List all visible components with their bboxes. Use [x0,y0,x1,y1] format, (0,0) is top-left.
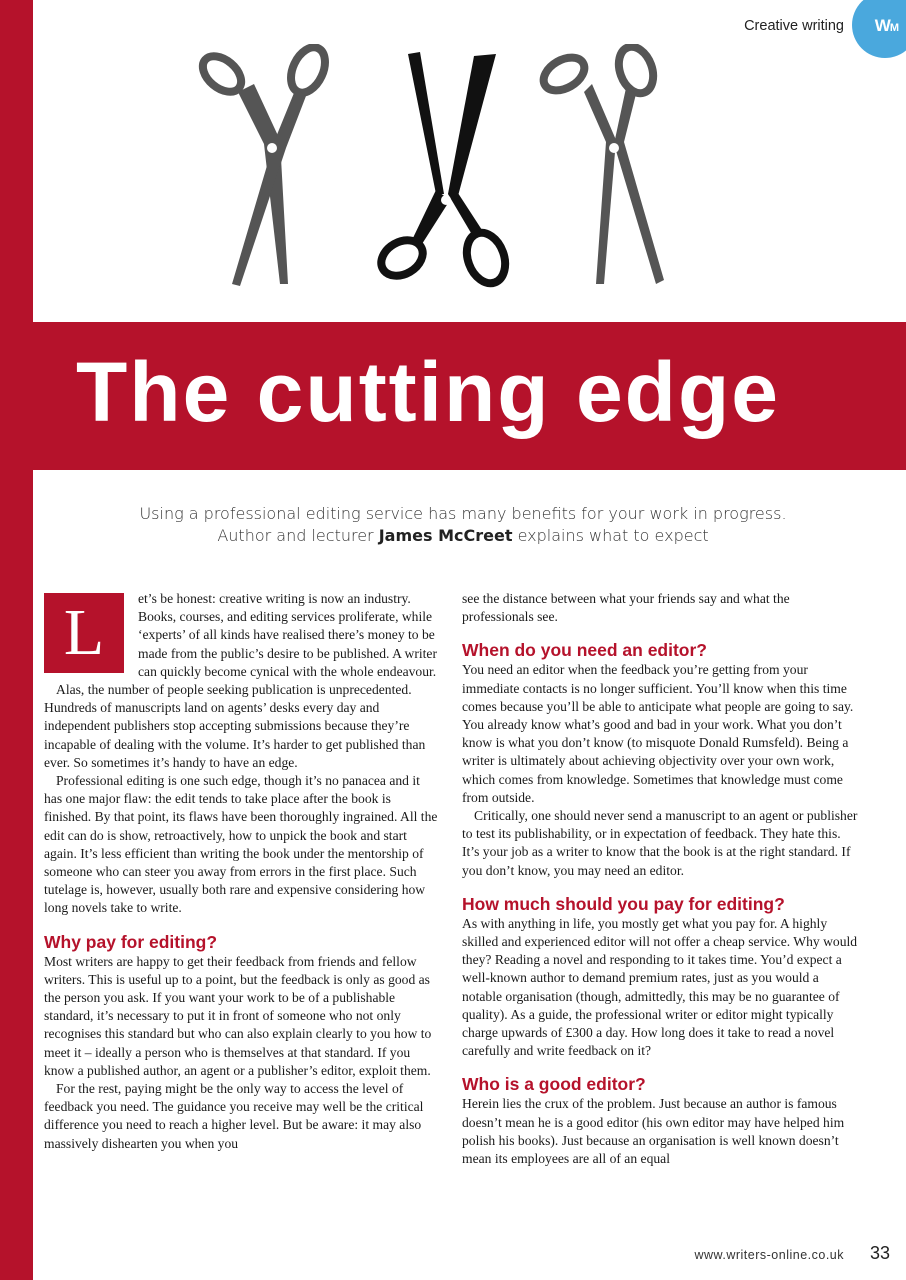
intro-paragraph: et’s be honest: creative writing is now an industry. Books, courses, and editing services proliferate, while ‘experts’ of all kinds have realised there’s money to be made from the public’s desire to be published. A writer can quickly become cynical with the whole endeavour. [138,591,437,679]
subheading-why-pay: Why pay for editing? [44,931,218,952]
page-number: 33 [869,1243,890,1263]
section-label: Creative writing [744,18,844,34]
body-paragraph: As with anything in life, you mostly get what you pay for. A highly skilled and experienced editor will not offer a cheap service. Why would they? Reading a novel and responding to it takes time. You’d expect a well-known author to demand premium rates, just as you would a notable organisation (though, admittedly, this may be no guarantee of quality). As a guide, the professional writer or editor might typically charge upwards of £300 a day. How long does it take to read a novel carefully and write feedback on it? [462,915,858,1059]
standfirst-line-1: Using a professional editing service has many benefits for your work in progress. [139,504,787,523]
body-paragraph: Critically, one should never send a manuscript to an agent or publisher to test its publishability, or in expectation of feedback. They hate this. It’s your job as a writer to know that the book is at the right standard. If you don’t know, you may need an editor. [462,808,858,878]
scissors-illustration [180,44,700,294]
footer-url-link[interactable]: www.writers-online.co.uk [694,1248,844,1262]
drop-cap: L [44,593,132,673]
body-paragraph: see the distance between what your friends say and what the professionals see. [462,591,790,625]
article-title: The cutting edge [76,345,780,439]
subheading-how-much: How much should you pay for editing? [462,893,785,914]
subheading-when-need: When do you need an editor? [462,640,707,661]
standfirst [60,503,866,547]
subheading-who-good: Who is a good editor? [462,1074,646,1095]
article-column-left [44,590,440,1153]
body-paragraph: You need an editor when the feedback you’re getting from your immediate contacts is no longer sufficient. You’ll know when this time comes because you’ll be able to anticipate what people are going to say. You already know what’s good and bad in your work. What you don’t know is what you don’t know (to misquote Donald Rumsfeld). Being a writer is ultimately about achieving objectivity over your own work, which comes from knowledge. Sometimes that knowledge must come from outside. [462,662,854,805]
scissors-icon-right [538,44,664,284]
body-paragraph: Herein lies the crux of the problem. Just because an author is famous doesn’t mean he is a good editor (his own editor may have helped him polish his books). Just because an organisation is well known doesn’t mean its employees are all of an equal [462,1096,845,1167]
article-column-right [462,590,858,1168]
scissors-icon-middle [375,52,512,289]
body-paragraph: Alas, the number of people seeking publication is unprecedented. Hundreds of manuscripts land on agents’ desks every day and independent publishers stop accepting submissions because they’re incapable of dealing with the volume. It’s harder to get published than ever. So sometimes it’s handy to have an edge. [44,682,426,770]
magazine-logo-text: WM [874,16,898,35]
body-paragraph: For the rest, paying might be the only way to access the level of feedback you need. The guidance you receive may well be the critical difference you need to reach a higher level. But be aware: it may also massively dishearten you when you [44,1081,424,1151]
body-paragraph: Professional editing is one such edge, though it’s no panacea and it has one major flaw: the edit tends to take place after the book is finished. By that point, its flaws have been thoroughly ingrained. All the edit can do is show, retroactively, how to unpick the book and start again. It’s less efficient than writing the book under the mentorship of someone who can steer you away from errors in the first place. Such tutelage is, however, usually both rare and expensive considering how long novels take to write. [44,773,438,916]
body-paragraph: Most writers are happy to get their feedback from friends and fellow writers. This is useful up to a point, but the feedback is only as good as the person you ask. If you want your work to be of a publishable standard, it’s necessary to put it in front of someone who not only recognises this standard but who can also explain clearly to you how to meet it – ideally a person who is themselves at that standard. If you know a published author, an agent or a publisher’s editor, exploit them. [44,953,432,1078]
left-accent-stripe [0,0,33,1280]
scissors-icon-left [196,44,332,286]
standfirst-line-2: Author and lecturer James McCreet explains what to expect [217,526,709,545]
author-name: James McCreet [378,526,513,545]
